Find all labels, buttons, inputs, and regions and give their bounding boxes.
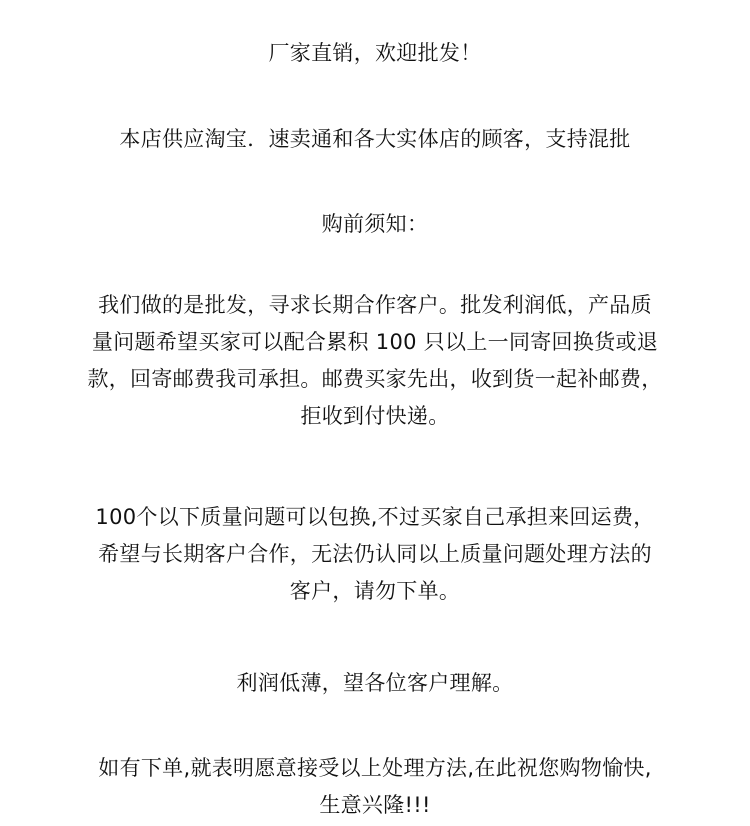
small-quantity-line: 客户，请勿下单。: [289, 579, 461, 603]
policy-paragraph: [40, 287, 710, 435]
supply-text: 本店供应淘宝．速卖通和各大实体店的顾客，支持混批: [119, 127, 631, 151]
thin-profit-paragraph: [40, 665, 710, 702]
policy-line: 款，回寄邮费我司承担。邮费买家先出，收到货一起补邮费，: [87, 367, 663, 391]
small-quantity-line: 100个以下质量问题可以包换,不过买家自己承担来回运费，: [95, 505, 655, 529]
small-quantity-line: 希望与长期客户合作，无法仍认同以上质量问题处理方法的: [98, 542, 652, 566]
headline-text: 厂家直销，欢迎批发！: [268, 41, 482, 65]
closing-paragraph: [40, 750, 710, 824]
policy-line: 量问题希望买家可以配合累积 100 只以上一同寄回换货或退: [91, 330, 659, 354]
headline-paragraph: [40, 35, 710, 72]
small-quantity-paragraph: [40, 499, 710, 610]
supply-paragraph: [40, 121, 710, 158]
closing-line: 生意兴隆!!!: [319, 793, 431, 817]
thin-profit-text: 利润低薄，望各位客户理解。: [236, 671, 514, 695]
pre-purchase-heading: 购前须知：: [321, 212, 429, 236]
pre-purchase-heading-paragraph: [40, 206, 710, 243]
policy-line: 我们做的是批发，寻求长期合作客户。批发利润低，产品质: [98, 293, 652, 317]
policy-line: 拒收到付快递。: [300, 404, 450, 428]
closing-line: 如有下单,就表明愿意接受以上处理方法,在此祝您购物愉快,: [98, 756, 652, 780]
